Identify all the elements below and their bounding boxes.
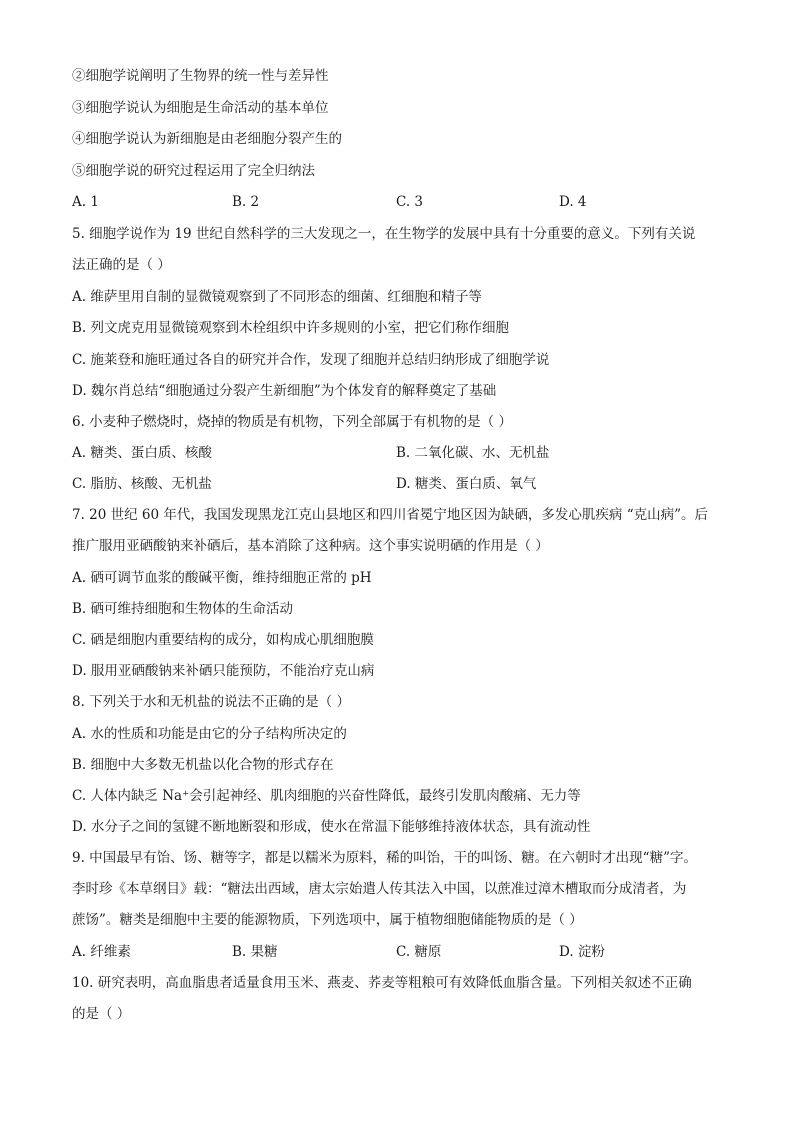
q5-option-d[interactable]: D. 魏尔肖总结“细胞通过分裂产生新细胞”为个体发育的解释奠定了基础 [72,383,497,399]
q7-option-b[interactable]: B. 硒可维持细胞和生物体的生命活动 [72,601,294,617]
q5-option-b[interactable]: B. 列文虎克用显微镜观察到木栓组织中许多规则的小室，把它们称作细胞 [72,320,510,336]
q5-option-c[interactable]: C. 施莱登和施旺通过各自的研究并合作，发现了细胞并总结归纳形成了细胞学说 [72,352,550,368]
option-b[interactable]: B. 2 [232,194,260,210]
q7-option-c[interactable]: C. 硒是细胞内重要结构的成分，如构成心肌细胞膜 [72,632,374,648]
q9-stem-line3: 蔗饧”。糖类是细胞中主要的能源物质，下列选项中，属于植物细胞储能物质的是（ ） [72,912,583,928]
q8-option-c[interactable]: C. 人体内缺乏 Na⁺会引起神经、肌肉细胞的兴奋性降低，最终引发肌肉酸痛、无力等 [72,788,581,804]
q7-stem-line2: 推广服用亚硒酸钠来补硒后，基本消除了这种病。这个事实说明硒的作用是（ ） [72,538,549,554]
q7-option-a[interactable]: A. 硒可调节血浆的酸碱平衡，维持细胞正常的 pH [72,570,372,586]
q7-option-d[interactable]: D. 服用亚硒酸钠来补硒只能预防，不能治疗克山病 [72,663,375,679]
q5-stem-line2: 法正确的是（ ） [72,257,171,273]
q6-stem: 6. 小麦种子燃烧时，烧掉的物质是有机物，下列全部属于有机物的是（ ） [72,414,512,430]
q9-stem-line2: 李时珍《本草纲目》载：“糖法出西域，唐太宗始遣人传其法入中国，以蔗准过漳木槽取而分成清者，为 [72,881,687,897]
q10-stem-line1: 10. 研究表明，高血脂患者适量食用玉米、燕麦、荞麦等粗粮可有效降低血脂含量。下列相关叙述不正确 [72,975,692,991]
statement-3: ③细胞学说认为细胞是生命活动的基本单位 [72,100,329,116]
q7-stem-line1: 7. 20 世纪 60 年代，我国发现黑龙江克山县地区和四川省冕宁地区因为缺硒，多发心肌疾病 “克山病”。后 [72,507,708,523]
q6-option-b[interactable]: B. 二氧化碳、水、无机盐 [396,445,550,461]
q9-option-d[interactable]: D. 淀粉 [559,944,605,960]
option-c[interactable]: C. 3 [396,194,424,210]
statement-5: ⑤细胞学说的研究过程运用了完全归纳法 [72,163,315,179]
q9-option-b[interactable]: B. 果糖 [232,944,278,960]
option-a[interactable]: A. 1 [72,194,99,210]
q6-option-d[interactable]: D. 糖类、蛋白质、氧气 [396,476,537,492]
q10-stem-line2: 的是（ ） [72,1006,131,1022]
q9-option-a[interactable]: A. 纤维素 [72,944,131,960]
q9-stem-line1: 9. 中国最早有饴、饧、糖等字，都是以糯米为原料，稀的叫饴，干的叫饧、糖。在六朝时才出现“糖”字。 [72,850,697,866]
q5-option-a[interactable]: A. 维萨里用自制的显微镜观察到了不同形态的细菌、红细胞和精子等 [72,289,482,305]
option-d[interactable]: D. 4 [559,194,587,210]
q9-option-c[interactable]: C. 糖原 [396,944,442,960]
q8-stem: 8. 下列关于水和无机盐的说法不正确的是（ ） [72,694,350,710]
q6-option-a[interactable]: A. 糖类、蛋白质、核酸 [72,445,212,461]
statement-4: ④细胞学说认为新细胞是由老细胞分裂产生的 [72,131,342,147]
q6-option-c[interactable]: C. 脂肪、核酸、无机盐 [72,476,212,492]
q8-option-a[interactable]: A. 水的性质和功能是由它的分子结构所决定的 [72,726,347,742]
statement-2: ②细胞学说阐明了生物界的统一性与差异性 [72,68,329,84]
q5-stem-line1: 5. 细胞学说作为 19 世纪自然科学的三大发现之一，在生物学的发展中具有十分重要的意义。下列有关说 [72,226,696,242]
q8-option-b[interactable]: B. 细胞中大多数无机盐以化合物的形式存在 [72,757,334,773]
q8-option-d[interactable]: D. 水分子之间的氢键不断地断裂和形成，使水在常温下能够维持液体状态，具有流动性 [72,819,591,835]
